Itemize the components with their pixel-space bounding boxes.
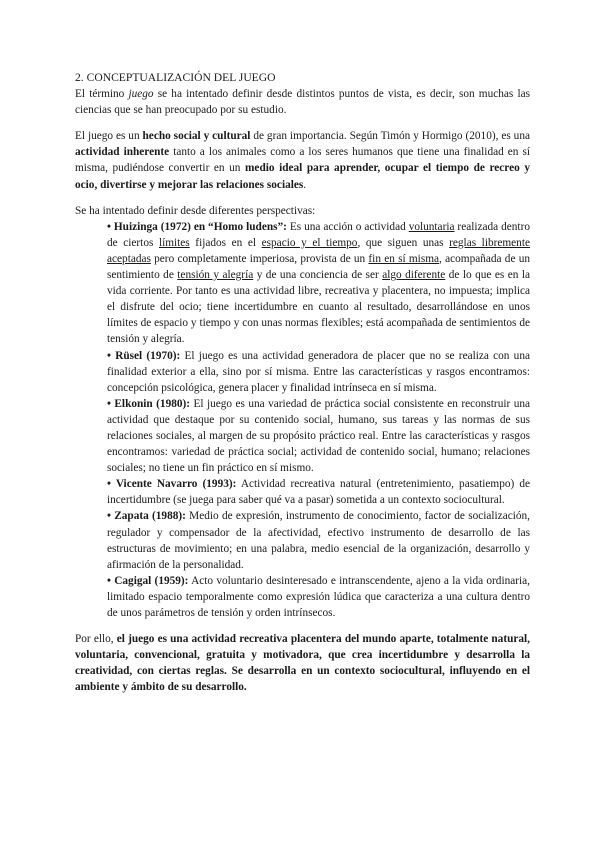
elkonin-text: El juego es una variedad de práctica social consistente en reconstruir una actividad que destaque por su contenido social, humano, sus tareas y las normas de sus relaciones sociales, al margen de su propósito práctico real. Entre las características y rasgos encontramos: variedad de práctica social; actividad de contenido social, humano; relaciones sociales; no tiene un fin práctico en sí mismo. [107, 397, 531, 475]
list-item-cagigal [107, 573, 530, 621]
list-item-zapata [107, 508, 530, 572]
perspectives-list [75, 219, 530, 621]
huizinga-text-6: , acompañada de un sentimiento de [107, 252, 530, 282]
huizinga-text-3: fijados en el [189, 236, 262, 249]
list-item-huizinga [107, 219, 530, 348]
russel-text: El juego es una actividad generadora de placer que no se realiza con una finalidad exterior a ella, sino por sí misma. Entre las características y rasgos encontramos: concepción psicológica, genera placer y finalidad intrínseca en sí misma. [107, 349, 530, 394]
huizinga-text-1: Es una acción o actividad [286, 220, 409, 233]
huizinga-underline-3: espacio y el tiempo [261, 236, 358, 249]
conclusion-text: Por ello, [75, 633, 117, 646]
intro-text-2: se ha intentado definir desde distintos puntos de vista, es decir, son muchas las ciencias que se han preocupado por su estudio. [75, 88, 530, 117]
author-elkonin: • Elkonin (1980): [107, 397, 191, 410]
huizinga-text-2: realizada dentro de ciertos [107, 220, 530, 249]
huizinga-text-7: y de una conciencia de ser [253, 269, 383, 282]
author-cagigal: • Cagigal (1959): [107, 574, 189, 587]
zapata-text: Medio de expresión, instrumento de conocimiento, factor de socialización, regulador y compensador de la afectividad, efectivo instrumento de desarrollo de las estructuras de movimiento; en una palabra, medio esencial de la organización, desarrollo y afirmación de la personalidad. [107, 510, 530, 571]
huizinga-underline-6: tensión y alegría [177, 269, 254, 282]
author-russel: • Rüsel (1970): [107, 349, 181, 362]
huizinga-underline-7: algo diferente [382, 269, 446, 282]
huizinga-text-4: , que siguen unas [357, 236, 450, 249]
author-zapata: • Zapata (1988): [107, 510, 186, 523]
cagigal-text: Acto voluntario desinteresado e intranscendente, ajeno a la vida ordinaria, limitado espacio temporalmente como expresión lúdica que caracteriza a una cultura dentro de unos parámetros de tensión y orden intrínsecos. [107, 574, 531, 619]
intro-italic-term: juego [128, 88, 154, 101]
author-huizinga: • Huizinga (1972) en “Homo ludens”: [107, 220, 287, 233]
huizinga-text-5: pero completamente imperiosa, provista de un [150, 252, 369, 265]
conclusion-bold: el juego es una actividad recreativa placentera del mundo aparte, totalmente natural, voluntaria, convencional, gratuita y motivadora, que crea incertidumbre y desarrolla la creatividad, con ciertas reglas. Se desarrolla en un contexto sociocultural, influyendo en el ambiente y ámbito de su desarrollo. [75, 633, 530, 694]
para2-bold-3: medio ideal para aprender, ocupar el tiempo de recreo y ocio, divertirse y mejorar las relaciones sociales [75, 162, 530, 191]
author-navarro: • Vicente Navarro (1993): [107, 478, 237, 491]
huizinga-underline-2: límites [158, 236, 190, 249]
section-heading: 2. CONCEPTUALIZACIÓN DEL JUEGO [75, 71, 276, 84]
conclusion-paragraph [75, 631, 530, 695]
intro-paragraph [75, 86, 530, 118]
list-item-navarro [107, 476, 530, 508]
list-item-elkonin [107, 396, 530, 476]
definition-paragraph [75, 128, 530, 192]
para2-bold-2: actividad inherente [75, 146, 170, 159]
huizinga-text-8: de lo que es en la vida corriente. Por tanto es una actividad libre, recreativa y placentera, no impuesta; implica el disfrute del ocio; tiene incertidumbre en cuanto al resultado, desarrollándose en unos límites de espacio y tiempo y con unas normas flexibles; está acompañada de sentimientos de tensión y alegría. [107, 269, 530, 346]
navarro-text: Actividad recreativa natural (entretenimiento, pasatiempo) de incertidumbre (se juega para saber qué va a pasar) sometida a un contexto sociocultural. [107, 478, 530, 507]
huizinga-underline-5: fin en sí misma [368, 252, 440, 265]
para2-bold-1: hecho social y cultural [142, 130, 251, 143]
huizinga-underline-4: reglas libremente aceptadas [107, 236, 530, 265]
huizinga-underline-1: voluntaria [408, 220, 455, 233]
intro-text-1: El término [75, 88, 129, 101]
list-item-russel [107, 348, 530, 396]
para2-text-4: . [303, 178, 307, 191]
perspectives-intro: Se ha intentado definir desde diferentes perspectivas: [75, 204, 316, 217]
para2-text-2: de gran importancia. Según Timón y Hormigo (2010), es una [250, 130, 530, 143]
para2-text-1: El juego es un [75, 130, 143, 143]
para2-text-3: tanto a los animales como a los seres humanos que tiene una finalidad en sí misma, pudiéndose convertir en un [75, 146, 530, 175]
document-page [75, 70, 530, 695]
